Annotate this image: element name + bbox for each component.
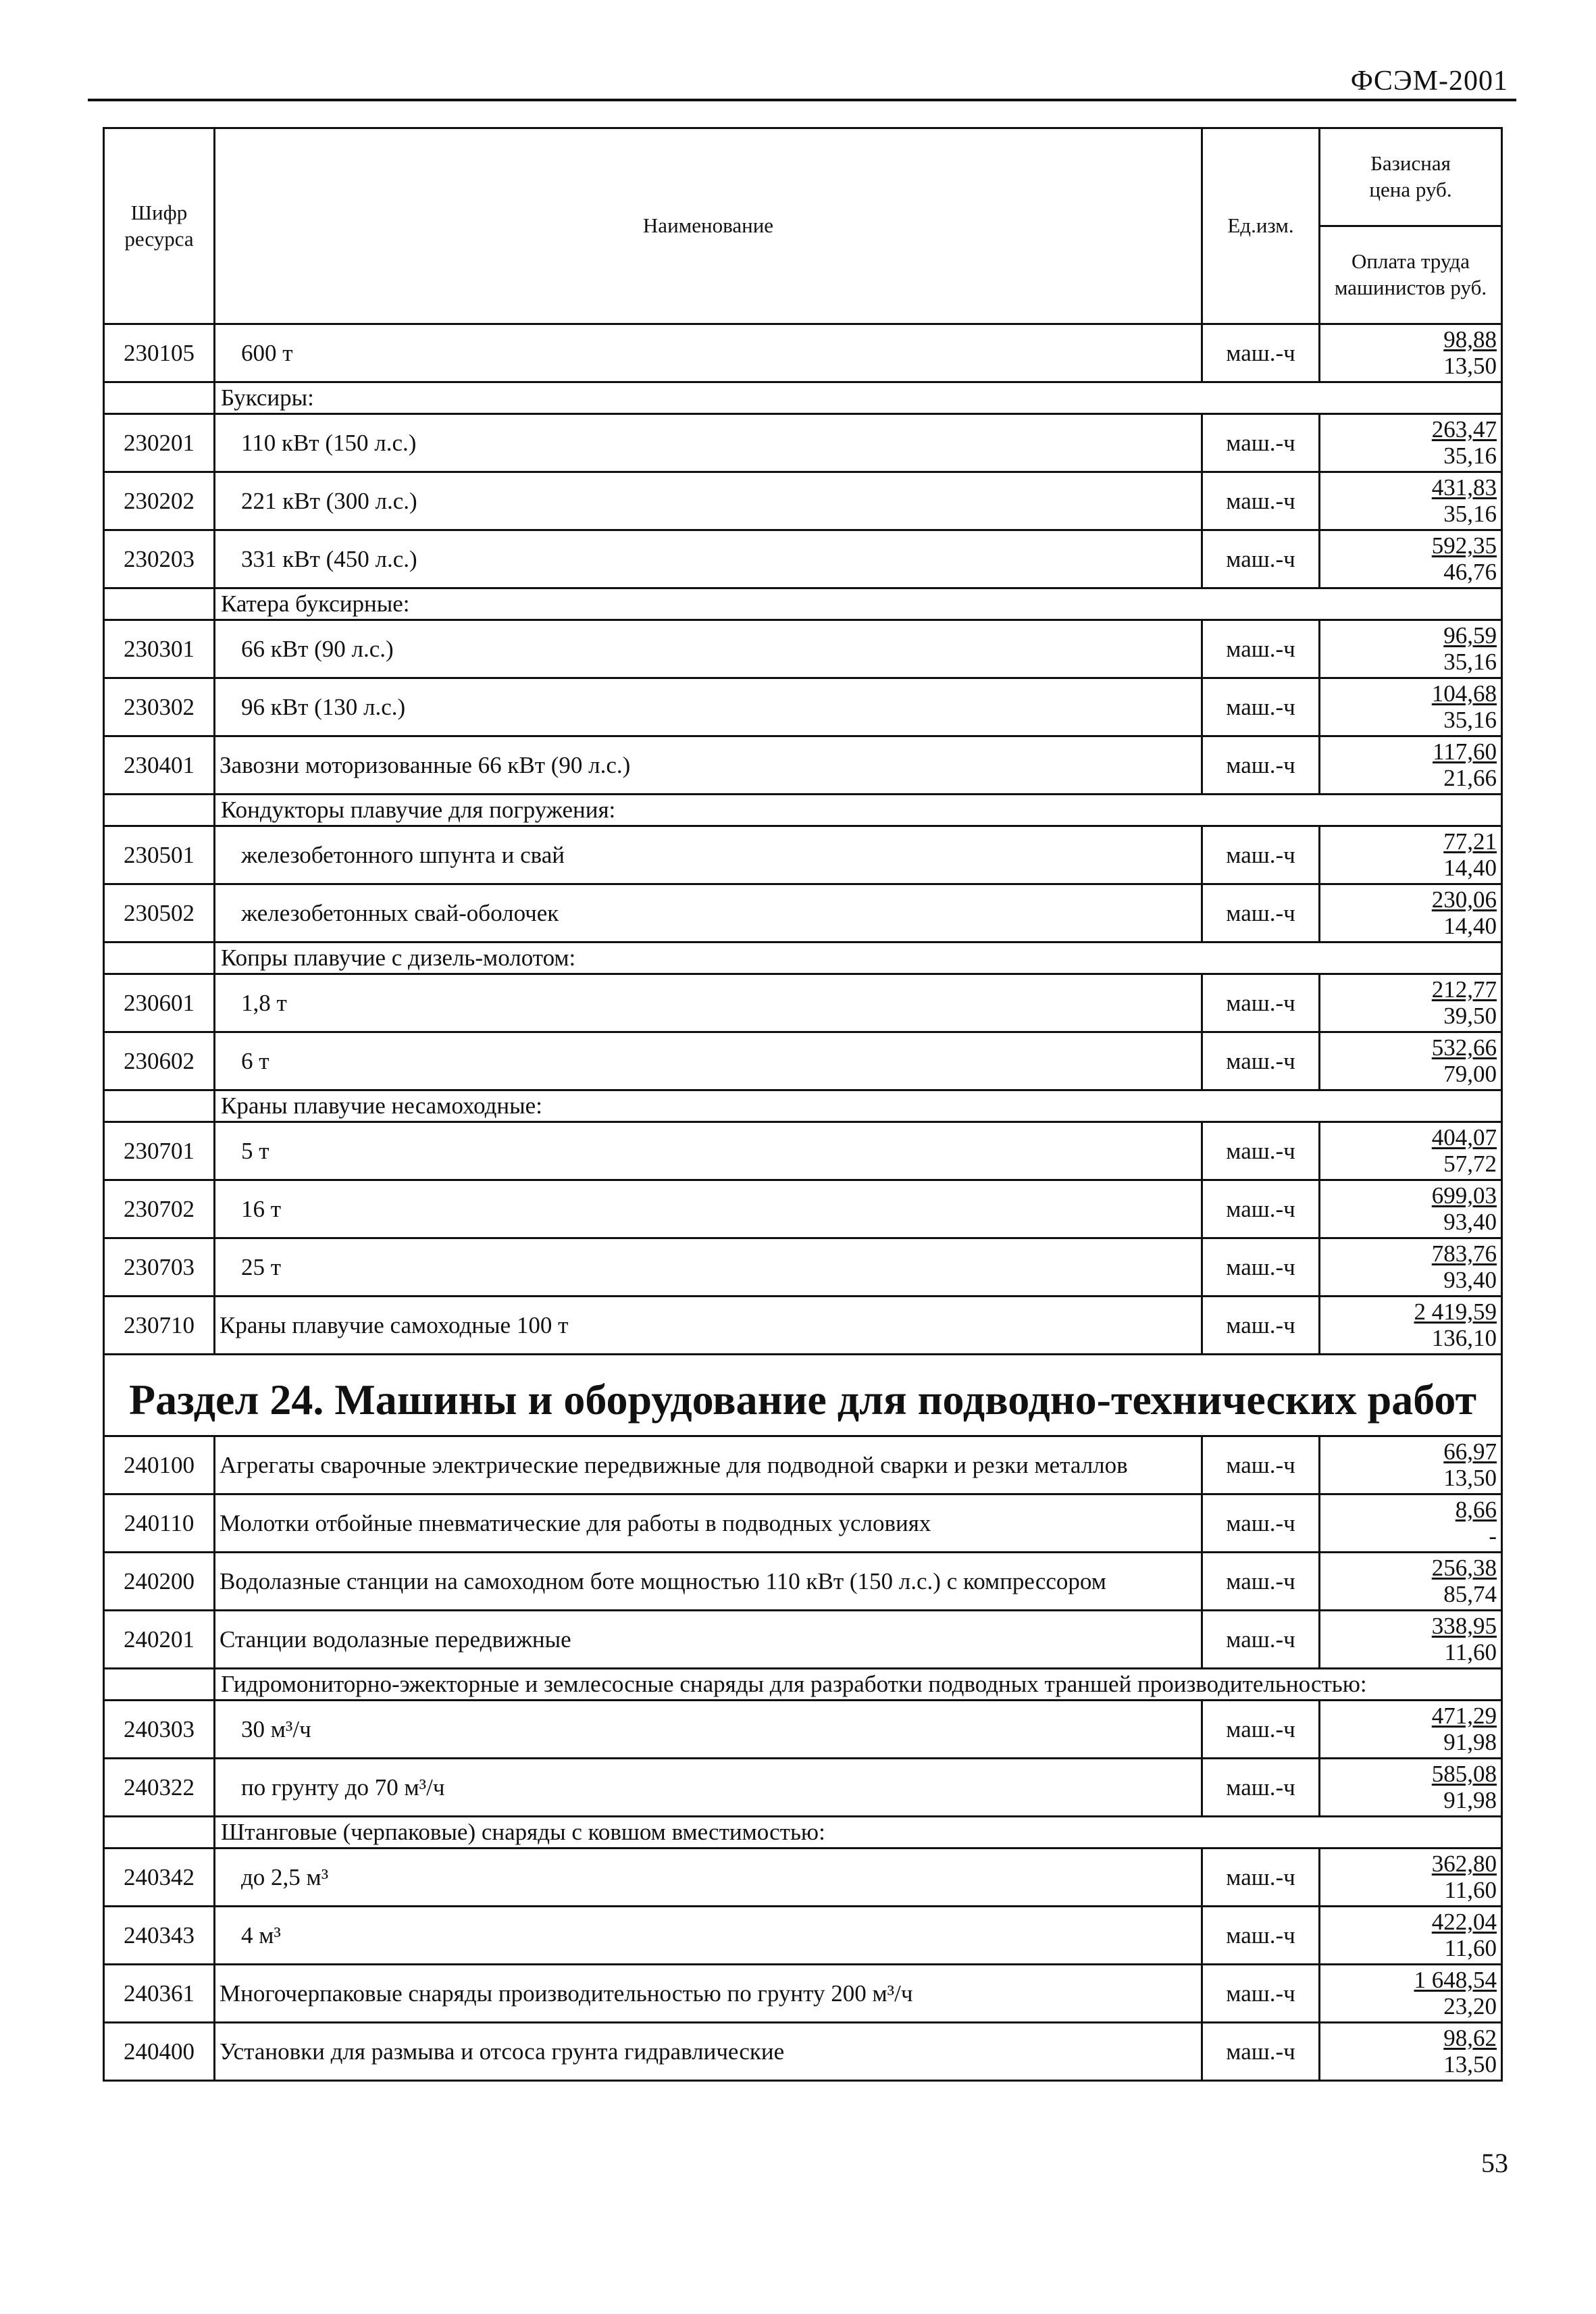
group-heading-spacer bbox=[104, 382, 215, 414]
resource-name: 331 кВт (450 л.с.) bbox=[215, 530, 1202, 588]
unit-of-measure: маш.-ч bbox=[1202, 530, 1320, 588]
price-cell bbox=[1320, 1436, 1502, 1494]
unit-of-measure: маш.-ч bbox=[1202, 1965, 1320, 2023]
resource-code: 230202 bbox=[104, 472, 215, 530]
resource-code: 230201 bbox=[104, 414, 215, 472]
resource-code: 240100 bbox=[104, 1436, 215, 1494]
unit-of-measure: маш.-ч bbox=[1202, 826, 1320, 884]
resource-code: 240400 bbox=[104, 2023, 215, 2081]
header-wage: Оплата труда машинистов руб. bbox=[1320, 226, 1502, 324]
base-price: 592,35 bbox=[1431, 532, 1497, 559]
unit-of-measure: маш.-ч bbox=[1202, 678, 1320, 736]
price-cell bbox=[1320, 1907, 1502, 1965]
resource-table bbox=[103, 127, 1503, 2082]
operator-wage: - bbox=[1489, 1522, 1497, 1549]
resource-table-body bbox=[104, 128, 1502, 2081]
operator-wage: 136,10 bbox=[1431, 1324, 1497, 1351]
resource-name: 16 т bbox=[215, 1180, 1202, 1238]
table-row bbox=[104, 1965, 1502, 2023]
base-price: 98,88 bbox=[1443, 326, 1497, 353]
base-price: 338,95 bbox=[1431, 1613, 1497, 1639]
header-unit: Ед.изм. bbox=[1202, 128, 1320, 324]
resource-name: 30 м³/ч bbox=[215, 1701, 1202, 1759]
header-code: Шифр ресурса bbox=[104, 128, 215, 324]
operator-wage: 91,98 bbox=[1443, 1786, 1497, 1813]
resource-code: 240303 bbox=[104, 1701, 215, 1759]
table-row bbox=[104, 1494, 1502, 1553]
resource-name: 5 т bbox=[215, 1122, 1202, 1180]
resource-code: 240201 bbox=[104, 1611, 215, 1669]
resource-name: Молотки отбойные пневматические для работы в подводных условиях bbox=[215, 1494, 1202, 1553]
price-cell bbox=[1320, 1553, 1502, 1611]
operator-wage: 39,50 bbox=[1443, 1002, 1497, 1029]
unit-of-measure: маш.-ч bbox=[1202, 2023, 1320, 2081]
base-price: 66,97 bbox=[1443, 1438, 1497, 1465]
resource-name: Станции водолазные передвижные bbox=[215, 1611, 1202, 1669]
resource-code: 240342 bbox=[104, 1848, 215, 1907]
base-price: 230,06 bbox=[1431, 886, 1497, 913]
resource-name: 6 т bbox=[215, 1032, 1202, 1090]
resource-code: 230601 bbox=[104, 974, 215, 1032]
table-row bbox=[104, 620, 1502, 678]
resource-code: 240322 bbox=[104, 1759, 215, 1817]
table-row bbox=[104, 1297, 1502, 1355]
base-price: 8,66 bbox=[1455, 1496, 1497, 1523]
resource-code: 230302 bbox=[104, 678, 215, 736]
resource-code: 230502 bbox=[104, 884, 215, 942]
operator-wage: 35,16 bbox=[1443, 442, 1497, 469]
group-heading-spacer bbox=[104, 942, 215, 974]
table-row bbox=[104, 1180, 1502, 1238]
price-cell bbox=[1320, 324, 1502, 382]
resource-code: 230602 bbox=[104, 1032, 215, 1090]
price-cell bbox=[1320, 472, 1502, 530]
group-heading: Гидромониторно-эжекторные и землесосные снаряды для разработки подводных траншей производительностью: bbox=[215, 1669, 1502, 1701]
unit-of-measure: маш.-ч bbox=[1202, 1907, 1320, 1965]
resource-code: 230105 bbox=[104, 324, 215, 382]
resource-code: 240361 bbox=[104, 1965, 215, 2023]
operator-wage: 35,16 bbox=[1443, 706, 1497, 733]
base-price: 422,04 bbox=[1431, 1909, 1497, 1935]
unit-of-measure: маш.-ч bbox=[1202, 974, 1320, 1032]
resource-code: 230702 bbox=[104, 1180, 215, 1238]
unit-of-measure: маш.-ч bbox=[1202, 414, 1320, 472]
operator-wage: 21,66 bbox=[1443, 764, 1497, 791]
operator-wage: 23,20 bbox=[1443, 1992, 1497, 2019]
resource-name: 4 м³ bbox=[215, 1907, 1202, 1965]
base-price: 585,08 bbox=[1431, 1761, 1497, 1787]
group-heading: Копры плавучие с дизель-молотом: bbox=[215, 942, 1502, 974]
table-row bbox=[104, 974, 1502, 1032]
operator-wage: 85,74 bbox=[1443, 1580, 1497, 1607]
resource-code: 240343 bbox=[104, 1907, 215, 1965]
resource-name: 96 кВт (130 л.с.) bbox=[215, 678, 1202, 736]
table-row bbox=[104, 1759, 1502, 1817]
resource-name: Краны плавучие самоходные 100 т bbox=[215, 1297, 1202, 1355]
base-price: 256,38 bbox=[1431, 1555, 1497, 1581]
resource-name: Многочерпаковые снаряды производительностью по грунту 200 м³/ч bbox=[215, 1965, 1202, 2023]
unit-of-measure: маш.-ч bbox=[1202, 1297, 1320, 1355]
resource-name: Установки для размыва и отсоса грунта гидравлические bbox=[215, 2023, 1202, 2081]
table-row bbox=[104, 1238, 1502, 1297]
header-price: Базисная цена руб. bbox=[1320, 128, 1502, 226]
unit-of-measure: маш.-ч bbox=[1202, 324, 1320, 382]
resource-name: Водолазные станции на самоходном боте мощностью 110 кВт (150 л.с.) с компрессором bbox=[215, 1553, 1202, 1611]
base-price: 783,76 bbox=[1431, 1240, 1497, 1267]
group-heading-row bbox=[104, 1817, 1502, 1848]
price-cell bbox=[1320, 1701, 1502, 1759]
table-header-row bbox=[104, 128, 1502, 226]
section-title: Раздел 24. Машины и оборудование для подводно-технических работ bbox=[104, 1355, 1502, 1436]
table-row bbox=[104, 1122, 1502, 1180]
table-row bbox=[104, 1032, 1502, 1090]
unit-of-measure: маш.-ч bbox=[1202, 736, 1320, 795]
price-cell bbox=[1320, 1611, 1502, 1669]
unit-of-measure: маш.-ч bbox=[1202, 1180, 1320, 1238]
price-cell bbox=[1320, 736, 1502, 795]
operator-wage: 93,40 bbox=[1443, 1266, 1497, 1293]
resource-code: 240110 bbox=[104, 1494, 215, 1553]
resource-name: по грунту до 70 м³/ч bbox=[215, 1759, 1202, 1817]
price-cell bbox=[1320, 530, 1502, 588]
base-price: 117,60 bbox=[1433, 738, 1497, 765]
unit-of-measure: маш.-ч bbox=[1202, 1759, 1320, 1817]
section-heading-row bbox=[104, 1355, 1502, 1436]
resource-name: 110 кВт (150 л.с.) bbox=[215, 414, 1202, 472]
price-cell bbox=[1320, 1180, 1502, 1238]
unit-of-measure: маш.-ч bbox=[1202, 620, 1320, 678]
price-cell bbox=[1320, 1238, 1502, 1297]
unit-of-measure: маш.-ч bbox=[1202, 472, 1320, 530]
base-price: 362,80 bbox=[1431, 1851, 1497, 1877]
table-row bbox=[104, 414, 1502, 472]
base-price: 96,59 bbox=[1443, 622, 1497, 649]
table-row bbox=[104, 1611, 1502, 1669]
group-heading-row bbox=[104, 942, 1502, 974]
operator-wage: 14,40 bbox=[1443, 912, 1497, 939]
group-heading: Краны плавучие несамоходные: bbox=[215, 1090, 1502, 1122]
table-row bbox=[104, 472, 1502, 530]
group-heading-row bbox=[104, 1669, 1502, 1701]
base-price: 404,07 bbox=[1431, 1124, 1497, 1151]
resource-name: 25 т bbox=[215, 1238, 1202, 1297]
group-heading-spacer bbox=[104, 1817, 215, 1848]
operator-wage: 13,50 bbox=[1443, 352, 1497, 379]
group-heading: Буксиры: bbox=[215, 382, 1502, 414]
table-row bbox=[104, 324, 1502, 382]
operator-wage: 11,60 bbox=[1444, 1638, 1497, 1665]
page-number: 53 bbox=[1481, 2148, 1508, 2178]
base-price: 699,03 bbox=[1431, 1182, 1497, 1209]
base-price: 263,47 bbox=[1431, 416, 1497, 443]
base-price: 532,66 bbox=[1431, 1034, 1497, 1061]
unit-of-measure: маш.-ч bbox=[1202, 1553, 1320, 1611]
unit-of-measure: маш.-ч bbox=[1202, 1701, 1320, 1759]
operator-wage: 35,16 bbox=[1443, 648, 1497, 675]
table-row bbox=[104, 884, 1502, 942]
group-heading: Кондукторы плавучие для погружения: bbox=[215, 795, 1502, 826]
operator-wage: 57,72 bbox=[1443, 1150, 1497, 1177]
table-row bbox=[104, 530, 1502, 588]
base-price: 2 419,59 bbox=[1414, 1299, 1497, 1325]
base-price: 98,62 bbox=[1443, 2025, 1497, 2051]
resource-name: Завозни моторизованные 66 кВт (90 л.с.) bbox=[215, 736, 1202, 795]
unit-of-measure: маш.-ч bbox=[1202, 1848, 1320, 1907]
table-row bbox=[104, 826, 1502, 884]
price-cell bbox=[1320, 1759, 1502, 1817]
unit-of-measure: маш.-ч bbox=[1202, 1611, 1320, 1669]
group-heading-row bbox=[104, 588, 1502, 620]
group-heading-spacer bbox=[104, 588, 215, 620]
group-heading-spacer bbox=[104, 795, 215, 826]
price-cell bbox=[1320, 884, 1502, 942]
price-cell bbox=[1320, 2023, 1502, 2081]
resource-name: железобетонных свай-оболочек bbox=[215, 884, 1202, 942]
resource-code: 230401 bbox=[104, 736, 215, 795]
resource-name: до 2,5 м³ bbox=[215, 1848, 1202, 1907]
base-price: 1 648,54 bbox=[1414, 1967, 1497, 1993]
table-row bbox=[104, 1701, 1502, 1759]
operator-wage: 46,76 bbox=[1443, 558, 1497, 585]
unit-of-measure: маш.-ч bbox=[1202, 1122, 1320, 1180]
group-heading: Катера буксирные: bbox=[215, 588, 1502, 620]
resource-name: 1,8 т bbox=[215, 974, 1202, 1032]
document-code: ФСЭМ-2001 bbox=[1350, 66, 1508, 97]
operator-wage: 11,60 bbox=[1444, 1934, 1497, 1961]
resource-code: 240200 bbox=[104, 1553, 215, 1611]
base-price: 431,83 bbox=[1431, 474, 1497, 501]
operator-wage: 13,50 bbox=[1443, 2051, 1497, 2078]
base-price: 471,29 bbox=[1431, 1703, 1497, 1729]
header-rule bbox=[88, 99, 1516, 101]
group-heading-row bbox=[104, 795, 1502, 826]
group-heading: Штанговые (черпаковые) снаряды с ковшом вместимостью: bbox=[215, 1817, 1502, 1848]
price-cell bbox=[1320, 1965, 1502, 2023]
operator-wage: 35,16 bbox=[1443, 500, 1497, 527]
base-price: 104,68 bbox=[1431, 680, 1497, 707]
price-cell bbox=[1320, 414, 1502, 472]
resource-name: 221 кВт (300 л.с.) bbox=[215, 472, 1202, 530]
operator-wage: 14,40 bbox=[1443, 854, 1497, 881]
base-price: 212,77 bbox=[1431, 976, 1497, 1003]
table-row bbox=[104, 736, 1502, 795]
resource-code: 230703 bbox=[104, 1238, 215, 1297]
table-row bbox=[104, 1848, 1502, 1907]
resource-code: 230701 bbox=[104, 1122, 215, 1180]
price-cell bbox=[1320, 1122, 1502, 1180]
price-cell bbox=[1320, 620, 1502, 678]
resource-code: 230501 bbox=[104, 826, 215, 884]
resource-code: 230203 bbox=[104, 530, 215, 588]
operator-wage: 13,50 bbox=[1443, 1464, 1497, 1491]
unit-of-measure: маш.-ч bbox=[1202, 1238, 1320, 1297]
table-row bbox=[104, 678, 1502, 736]
operator-wage: 93,40 bbox=[1443, 1208, 1497, 1235]
resource-code: 230710 bbox=[104, 1297, 215, 1355]
price-cell bbox=[1320, 1297, 1502, 1355]
resource-name: Агрегаты сварочные электрические передвижные для подводной сварки и резки металлов bbox=[215, 1436, 1202, 1494]
price-cell bbox=[1320, 1032, 1502, 1090]
unit-of-measure: маш.-ч bbox=[1202, 1436, 1320, 1494]
resource-name: 66 кВт (90 л.с.) bbox=[215, 620, 1202, 678]
unit-of-measure: маш.-ч bbox=[1202, 1494, 1320, 1553]
table-row bbox=[104, 1436, 1502, 1494]
price-cell bbox=[1320, 678, 1502, 736]
unit-of-measure: маш.-ч bbox=[1202, 1032, 1320, 1090]
price-cell bbox=[1320, 974, 1502, 1032]
resource-name: железобетонного шпунта и свай bbox=[215, 826, 1202, 884]
price-cell bbox=[1320, 826, 1502, 884]
base-price: 77,21 bbox=[1443, 828, 1497, 855]
price-cell bbox=[1320, 1494, 1502, 1553]
operator-wage: 79,00 bbox=[1443, 1060, 1497, 1087]
group-heading-row bbox=[104, 1090, 1502, 1122]
group-heading-spacer bbox=[104, 1669, 215, 1701]
table-row bbox=[104, 1553, 1502, 1611]
resource-code: 230301 bbox=[104, 620, 215, 678]
price-cell bbox=[1320, 1848, 1502, 1907]
resource-name: 600 т bbox=[215, 324, 1202, 382]
unit-of-measure: маш.-ч bbox=[1202, 884, 1320, 942]
header-name: Наименование bbox=[215, 128, 1202, 324]
operator-wage: 11,60 bbox=[1444, 1876, 1497, 1903]
group-heading-row bbox=[104, 382, 1502, 414]
group-heading-spacer bbox=[104, 1090, 215, 1122]
table-row bbox=[104, 1907, 1502, 1965]
operator-wage: 91,98 bbox=[1443, 1728, 1497, 1755]
table-row bbox=[104, 2023, 1502, 2081]
